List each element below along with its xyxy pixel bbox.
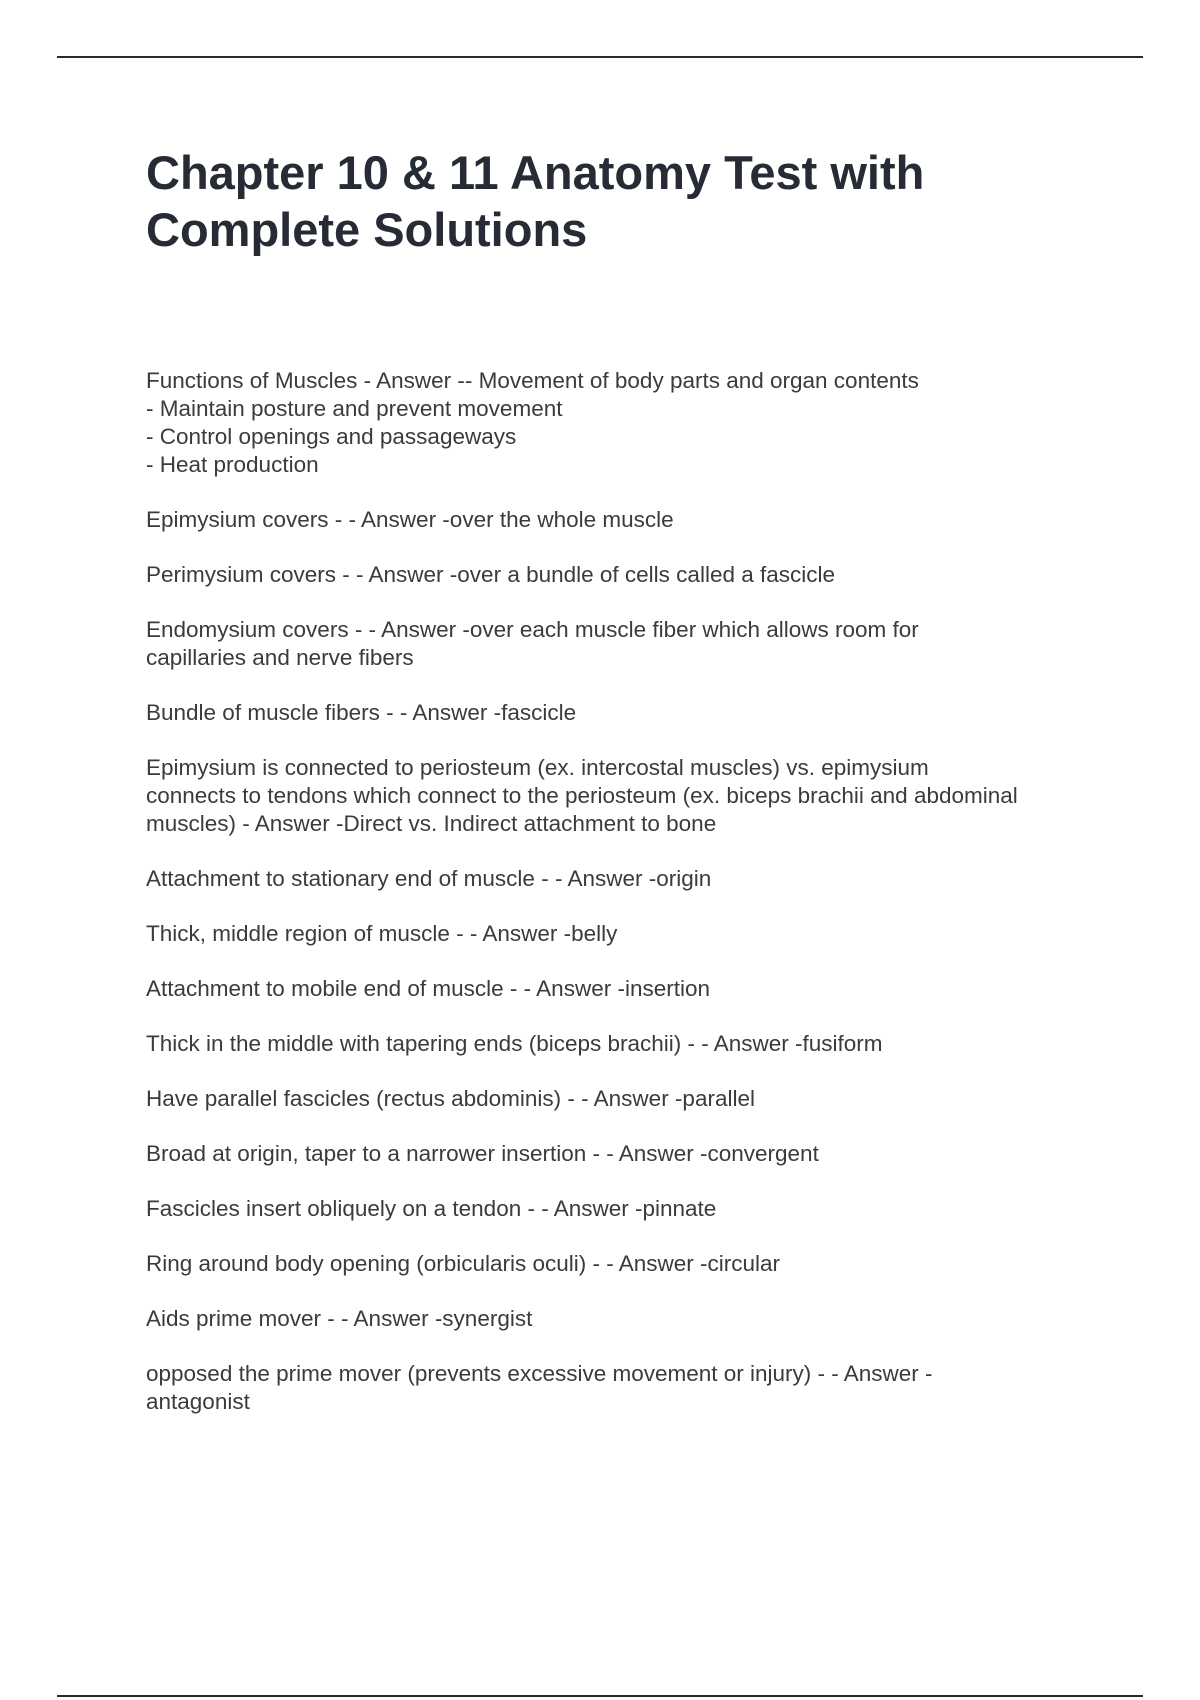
footer-rule bbox=[57, 1695, 1143, 1697]
qa-item-circular: Ring around body opening (orbicularis oculi) - - Answer -circular bbox=[146, 1251, 781, 1276]
qa-item-belly: Thick, middle region of muscle - - Answer -belly bbox=[146, 921, 618, 946]
qa-item-synergist: Aids prime mover - - Answer -synergist bbox=[146, 1306, 533, 1331]
qa-item-fusiform: Thick in the middle with tapering ends (biceps brachii) - - Answer -fusiform bbox=[146, 1031, 883, 1056]
qa-item-functions-of-muscles: Functions of Muscles - Answer -- Movement of body parts and organ contents - Maintain posture and prevent movement - Control openings and passageways - Heat production bbox=[146, 368, 919, 477]
title-line-2: Complete Solutions bbox=[146, 203, 588, 256]
qa-item-insertion: Attachment to mobile end of muscle - - Answer -insertion bbox=[146, 976, 710, 1001]
qa-item-parallel: Have parallel fascicles (rectus abdominis) - - Answer -parallel bbox=[146, 1086, 755, 1111]
qa-item-attachment-to-bone: Epimysium is connected to periosteum (ex. intercostal muscles) vs. epimysium connects to tendons which connect to the periosteum (ex. biceps brachii and abdominal muscles) - Answer -Direct vs. Indirect attachment to bone bbox=[146, 755, 1018, 836]
qa-item-perimysium: Perimysium covers - - Answer -over a bundle of cells called a fascicle bbox=[146, 562, 836, 587]
qa-list bbox=[146, 367, 1096, 1443]
qa-item-bundle-of-fibers: Bundle of muscle fibers - - Answer -fascicle bbox=[146, 700, 577, 725]
qa-item-origin: Attachment to stationary end of muscle - - Answer -origin bbox=[146, 866, 712, 891]
title-line-1: Chapter 10 & 11 Anatomy Test with bbox=[146, 146, 925, 199]
qa-item-endomysium: Endomysium covers - - Answer -over each muscle fiber which allows room for capillaries and nerve fibers bbox=[146, 617, 919, 670]
qa-item-pinnate: Fascicles insert obliquely on a tendon - - Answer -pinnate bbox=[146, 1196, 717, 1221]
qa-item-convergent: Broad at origin, taper to a narrower insertion - - Answer -convergent bbox=[146, 1141, 819, 1166]
header-rule bbox=[57, 56, 1143, 58]
page-title bbox=[146, 144, 1106, 258]
qa-item-antagonist: opposed the prime mover (prevents excessive movement or injury) - - Answer - antagonist bbox=[146, 1361, 933, 1414]
qa-item-epimysium: Epimysium covers - - Answer -over the whole muscle bbox=[146, 507, 674, 532]
